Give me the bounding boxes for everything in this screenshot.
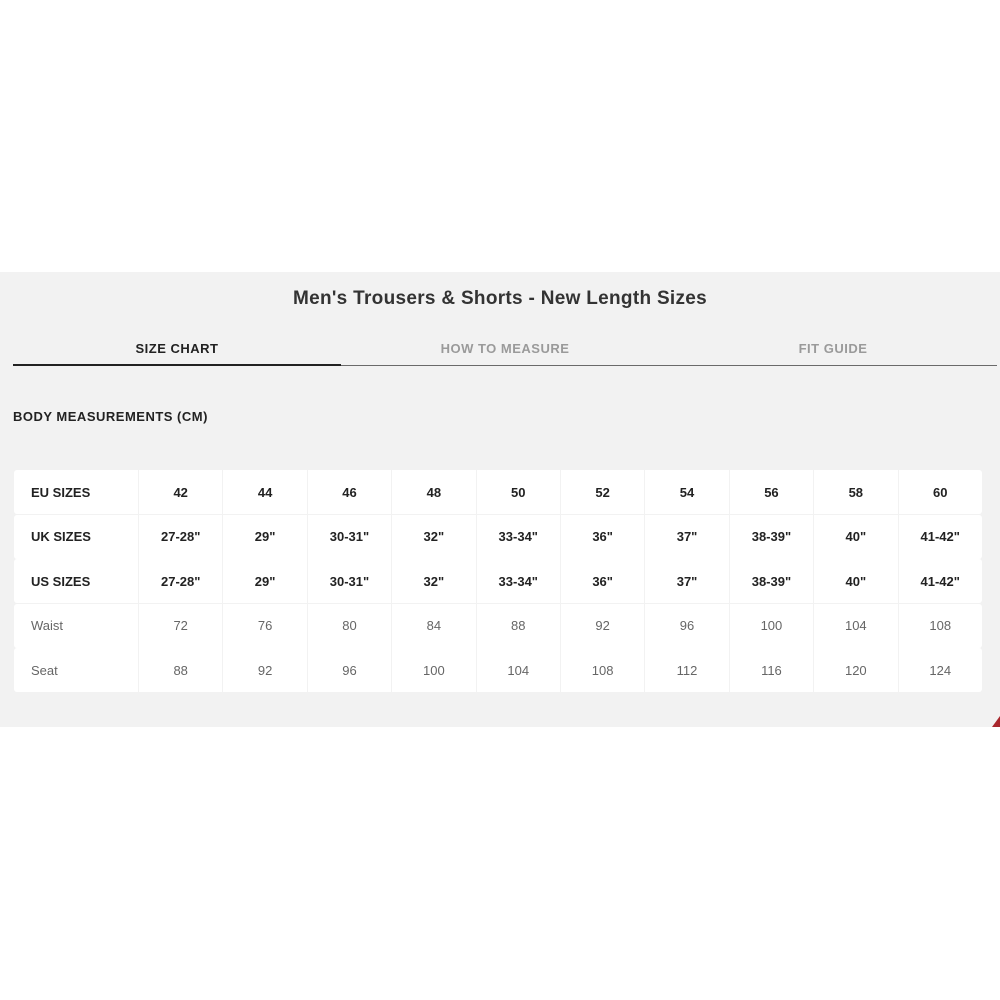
table-cell: 120 (813, 648, 897, 692)
table-cell: 96 (644, 604, 728, 648)
table-cell: 32" (391, 559, 475, 603)
table-cell: 100 (391, 648, 475, 692)
table-row (14, 604, 982, 648)
table-cell: 29" (222, 559, 306, 603)
page-title: Men's Trousers & Shorts - New Length Sizes (292, 288, 708, 309)
table-cell: 33-34" (476, 559, 560, 603)
row-label: Waist (31, 618, 64, 633)
table-cell: 38-39" (729, 559, 813, 603)
table-cell: 32" (391, 515, 475, 559)
table-cell: 38-39" (729, 515, 813, 559)
table-cell: 48 (391, 470, 475, 514)
size-guide-panel (0, 272, 1000, 727)
table-cell: 84 (391, 604, 475, 648)
table-cell: 92 (560, 604, 644, 648)
table-cell: 30-31" (307, 559, 391, 603)
table-row (14, 648, 982, 692)
table-cell: 92 (222, 648, 306, 692)
table-cell: 56 (729, 470, 813, 514)
table-cell: 27-28" (138, 559, 222, 603)
table-cell: 30-31" (307, 515, 391, 559)
row-label: EU SIZES (31, 484, 91, 500)
table-cell: 80 (307, 604, 391, 648)
table-cell: 37" (644, 559, 728, 603)
table-cell: 100 (729, 604, 813, 648)
table-cell: 42 (138, 470, 222, 514)
table-cell: 50 (476, 470, 560, 514)
table-cell: 36" (560, 559, 644, 603)
table-cell: 37" (644, 515, 728, 559)
tab-size-chart[interactable]: SIZE CHART (13, 334, 341, 366)
row-label: US SIZES (31, 573, 91, 589)
table-cell: 58 (813, 470, 897, 514)
table-cell: 116 (729, 648, 813, 692)
table-cell: 54 (644, 470, 728, 514)
table-cell: 96 (307, 648, 391, 692)
table-cell: 124 (898, 648, 982, 692)
table-cell: 104 (476, 648, 560, 692)
table-cell: 29" (222, 515, 306, 559)
row-label: Seat (31, 662, 58, 678)
table-cell: 52 (560, 470, 644, 514)
table-cell: 40" (813, 515, 897, 559)
tab-fit-guide[interactable]: FIT GUIDE (798, 341, 868, 356)
table-cell: 33-34" (476, 515, 560, 559)
table-cell: 36" (560, 515, 644, 559)
table-cell: 88 (476, 604, 560, 648)
table-cell: 108 (560, 648, 644, 692)
table-row (14, 559, 982, 603)
table-cell: 44 (222, 470, 306, 514)
table-row (14, 470, 982, 514)
size-table (14, 470, 982, 693)
table-cell: 88 (138, 648, 222, 692)
table-row (14, 515, 982, 559)
table-cell: 76 (222, 604, 306, 648)
table-cell: 104 (813, 604, 897, 648)
table-cell: 108 (898, 604, 982, 648)
table-cell: 72 (138, 604, 222, 648)
table-cell: 41-42" (898, 515, 982, 559)
tab-bar (13, 334, 997, 366)
table-cell: 27-28" (138, 515, 222, 559)
table-cell: 60 (898, 470, 982, 514)
table-cell: 40" (813, 559, 897, 603)
table-cell: 41-42" (898, 559, 982, 603)
table-cell: 112 (644, 648, 728, 692)
tab-how-to-measure[interactable]: HOW TO MEASURE (440, 341, 570, 356)
corner-accent-icon (992, 716, 1000, 727)
section-heading: BODY MEASUREMENTS (CM) (13, 409, 208, 424)
row-label: UK SIZES (31, 529, 91, 544)
table-cell: 46 (307, 470, 391, 514)
